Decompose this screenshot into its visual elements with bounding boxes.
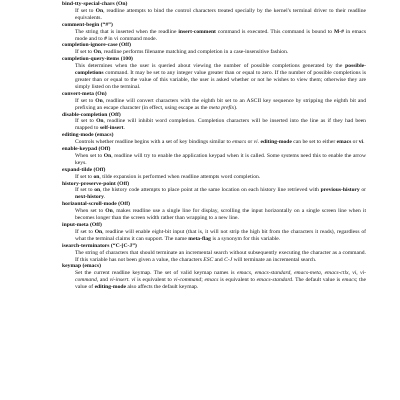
entry-term: comment-begin (“#”) xyxy=(62,21,113,28)
entry-keymap xyxy=(62,263,366,291)
entry-comment-begin xyxy=(62,22,366,43)
entry-term: bind-tty-special-chars (On) xyxy=(62,1,128,7)
entry-description: If set to On, readline will enable eight-bit input (that is, it will not strip the high bit from the characters it reads), regardless of what the terminal claims it can support. The name meta-flag is a synonym for this variable. xyxy=(75,228,366,242)
entry-description: The string that is inserted when the readline insert-comment command is executed. This command is bound to M-# in emacs mode and to # in vi command mode. xyxy=(75,28,366,42)
entry-term: enable-keypad (Off) xyxy=(62,146,111,153)
entry-term: input-meta (Off) xyxy=(62,222,102,228)
entry-description: Controls whether readline begins with a set of key bindings similar to emacs or vi. editing-mode can be set to either emacs or vi. xyxy=(75,139,365,146)
entry-term: convert-meta (On) xyxy=(62,90,107,97)
entry-term: disable-completion (Off) xyxy=(62,111,121,118)
entry-editing-mode xyxy=(62,132,366,146)
entry-description: The string of characters that should terminate an incremental search without subsequently executing the character as a command. If this variable has not been given a value, the characters ESC and C-J will terminate an incremental search. xyxy=(75,249,366,263)
entry-term: isearch-terminators (“C-[C-J”) xyxy=(62,242,137,249)
entry-description: When set to On, readline will try to enable the application keypad when it is called. Some systems need this to enable the arrow keys. xyxy=(75,152,366,166)
manual-page xyxy=(62,1,366,291)
entry-term: expand-tilde (Off) xyxy=(62,166,106,173)
entry-description: If set to on, the history code attempts to place point at the same location on each history line retrieved with previous-history or next-history. xyxy=(75,187,366,201)
entry-expand-tilde xyxy=(62,167,366,181)
entry-description: If set to On, readline performs filename matching and completion in a case-insensitive fashion. xyxy=(75,49,289,56)
entry-description: If set to On, readline will inhibit word completion. Completion characters will be inserted into the line as if they had been mapped to self-insert. xyxy=(75,118,366,132)
entry-bind-tty-special-chars xyxy=(62,1,366,22)
entry-completion-ignore-case xyxy=(62,42,366,56)
entry-convert-meta xyxy=(62,91,366,112)
entry-description: This determines when the user is queried about viewing the number of possible completions generated by the possible-completions command. It may be set to any integer value greater than or equal to zero. If the number of possible completions is greater than or equal to the value of this variable, the user is asked whether or not he wishes to view them; otherwise they are simply listed on the terminal. xyxy=(75,63,366,90)
entry-enable-keypad xyxy=(62,146,366,167)
entry-horizontal-scroll-mode xyxy=(62,201,366,222)
entry-completion-query-items xyxy=(62,56,366,91)
entry-term: history-preserve-point (Off) xyxy=(62,180,130,187)
entry-term: horizontal-scroll-mode (Off) xyxy=(62,201,131,208)
entry-description: If set to On, readline attempts to bind the control characters treated specially by the kernel's terminal driver to their readline equivalents. xyxy=(75,7,366,21)
entry-term: keymap (emacs) xyxy=(62,263,101,270)
entry-description: When set to On, makes readline use a single line for display, scrolling the input horizontally on a single screen line when it becomes longer than the screen width rather than wrapping to a new line. xyxy=(75,208,366,222)
entry-term: completion-ignore-case (Off) xyxy=(62,42,131,49)
entry-term: editing-mode (emacs) xyxy=(62,132,114,139)
entry-disable-completion xyxy=(62,112,366,133)
entry-input-meta xyxy=(62,222,366,243)
entry-description: If set to On, readline will convert characters with the eighth bit set to an ASCII key sequence by stripping the eighth bit and prefixing an escape character (in effect, using escape as the meta prefix). xyxy=(75,97,366,111)
entry-isearch-terminators xyxy=(62,243,366,264)
entry-description: Set the current readline keymap. The set of valid keymap names is emacs, emacs-standard, emacs-meta, emacs-ctlx, vi, vi-command, and vi-insert. vi is equivalent to vi-command; emacs is equivalent to emacs-standard. The default value is emacs; the value of editing-mode also affects the default keymap. xyxy=(75,270,366,291)
entry-description: If set to on, tilde expansion is performed when readline attempts word completion. xyxy=(75,173,261,180)
entry-term: completion-query-items (100) xyxy=(62,56,133,63)
entry-history-preserve-point xyxy=(62,181,366,202)
